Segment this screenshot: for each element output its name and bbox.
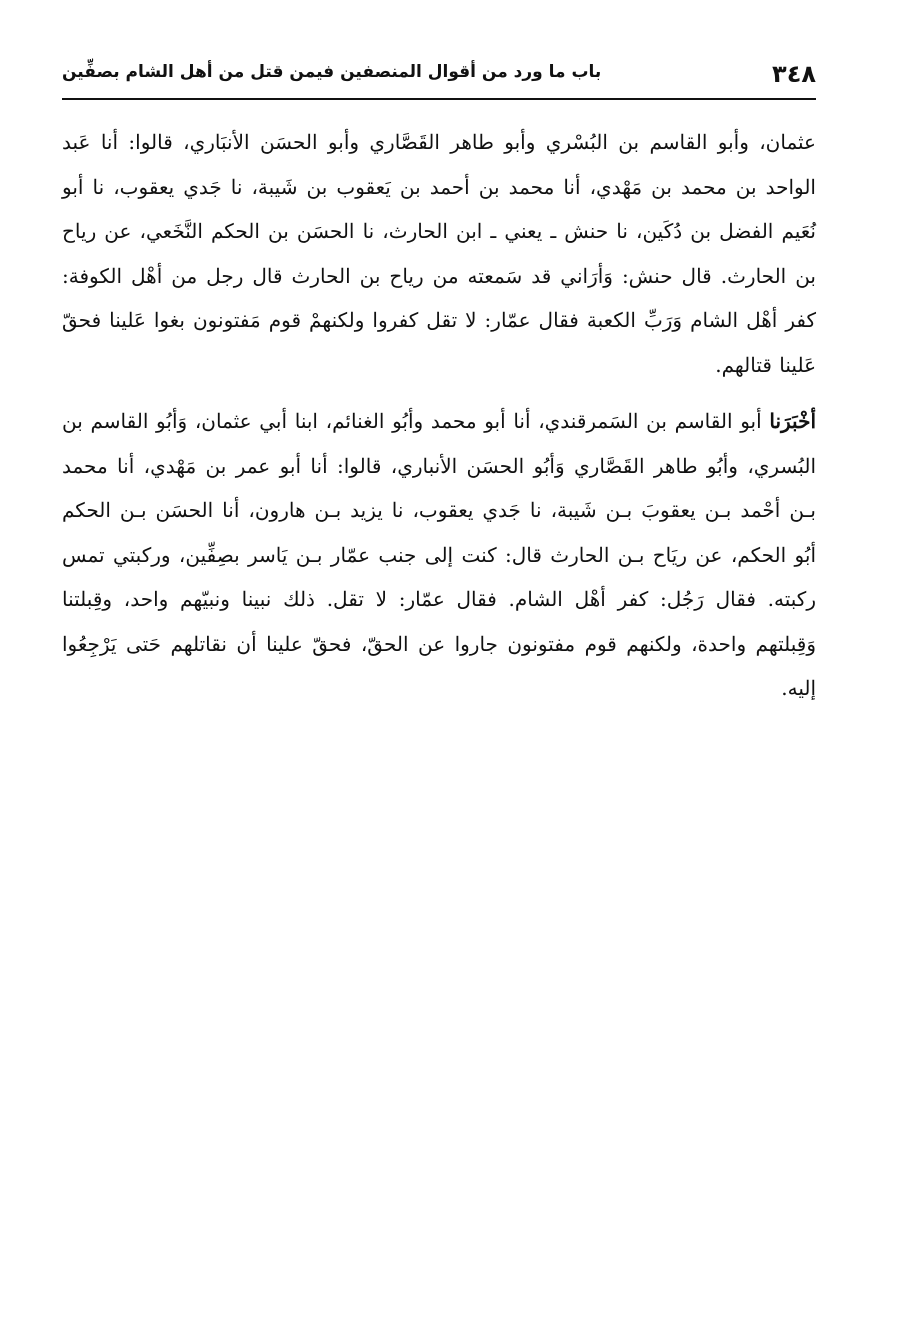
paragraph-2-text: أبو القاسم بن السَمرقندي، أنا أبو محمد وأبُو الغنائم، ابنا أبي عثمان، وَأبُو القاسم بن البُسري، وأبُو طاهر القَصَّاري وَأبُو الحسَن الأنباري، قالوا: أنا أبو عمر بن مَهْدي، أنا محمد بـن أحْمد بـن يعقوبَ بـن شَيبة، نا جَدي يعقوب، نا يزيد بـن هارون، أنا الحسَن بـن الحكم أبُو الحكم، عن ريَاح بـن الحارث قال: كنت إلى جنب عمّار بـن يَاسر بصِفِّين، وركبتي تمس ركبته. فقال رَجُل: كفر أهْل الشام. فقال عمّار: لا تقل. ذلك نبينا ونبيّهم واحد، وقِبلتنا وَقِبلتهم واحدة، ولكنهم قوم مفتونون جاروا عن الحقّ، فحقّ علينا أن نقاتلهم حَتى يَرْجِعُوا إليه. (62, 409, 816, 700)
page-number: ٣٤٨ (772, 60, 816, 88)
paragraph-2 (62, 399, 816, 711)
body-text (62, 120, 816, 711)
page-header (62, 58, 816, 96)
paragraph-1-text: عثمان، وأبو القاسم بن البُسْري وأبو طاهر القَصَّاري وأبو الحسَن الأنبَاري، قالوا: أنا عَبد الواحد بن محمد بن مَهْدي، أنا محمد بن أحمد بن يَعقوب بن شَيبة، نا جَدي يعقوب، نا أبو نُعَيم الفضل بن دُكَين، نا حنش ـ يعني ـ ابن الحارث، نا الحسَن بن الحكم النَّخَعي، عن رياح بن الحارث. قال حنش: وَأرَاني قد سَمعته من رياح بن الحارث قال رجل من أهْل الكوفة: كفر أهْل الشام وَرَبِّ الكعبة فقال عمّار: لا تقل كفروا ولكنهمْ قوم مَفتونون بغوا عَلينا فحقّ عَلينا قتالهم. (62, 130, 816, 377)
paragraph-2-lead-word: أخْبَرَنا (769, 409, 816, 433)
paragraph-1 (62, 120, 816, 387)
header-divider (62, 98, 816, 100)
running-title: باب ما ورد من أقوال المنصفين فيمن قتل من أهل الشام بصفِّين (62, 62, 602, 82)
